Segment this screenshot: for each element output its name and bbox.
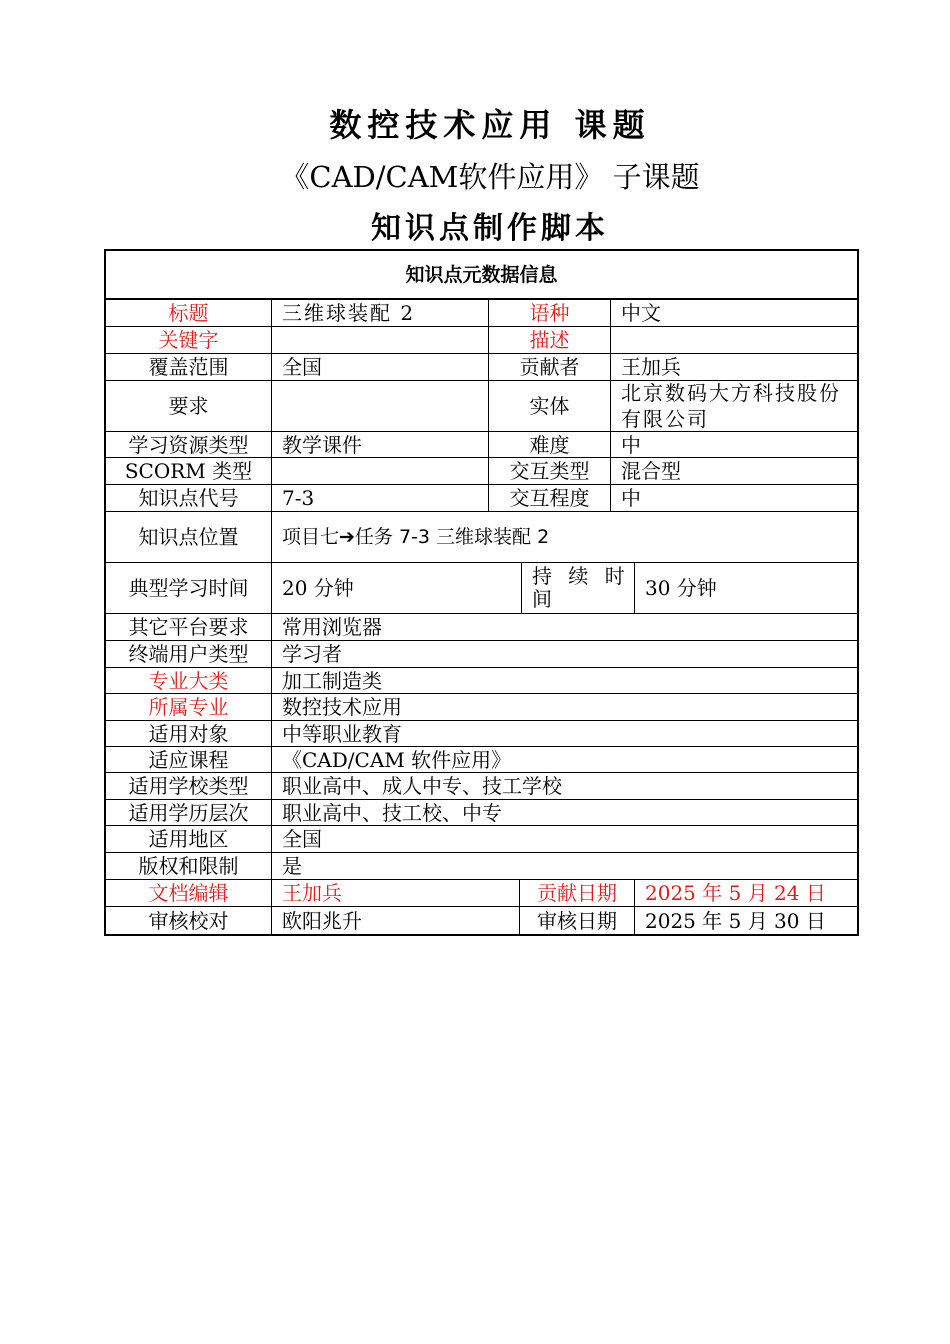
interaction-type-value: 混合型 [621, 459, 681, 483]
typical-time-value: 20 分钟 [282, 576, 354, 600]
end-user-value: 学习者 [282, 642, 342, 666]
course-label: 适应课程 [148, 747, 229, 772]
requirement-value [272, 381, 488, 431]
description-label: 描述 [529, 328, 570, 352]
major-value: 数控技术应用 [282, 695, 402, 719]
title-label: 标题 [168, 301, 209, 325]
duration-value: 30 分钟 [645, 576, 717, 600]
difficulty-label: 难度 [529, 432, 570, 457]
region-label: 适用地区 [148, 827, 229, 851]
contribution-date-label: 贡献日期 [537, 881, 617, 905]
target-audience-value: 中等职业教育 [282, 721, 402, 746]
platform-value: 常用浏览器 [282, 615, 382, 639]
reviewer-value: 欧阳兆升 [282, 908, 362, 933]
course-value: 《CAD/CAM 软件应用》 [282, 747, 512, 772]
requirement-label: 要求 [168, 394, 209, 418]
copyright-value: 是 [282, 854, 302, 878]
editor-label: 文档编辑 [148, 881, 229, 905]
entity-value: 北京数码大方科技股份有限公司 [621, 381, 841, 431]
document-title: 数控技术应用 课题 [329, 106, 651, 144]
resource-type-value: 教学课件 [282, 432, 362, 457]
copyright-label: 版权和限制 [138, 854, 239, 878]
school-type-value: 职业高中、成人中专、技工学校 [282, 774, 562, 798]
scorm-type-value [272, 458, 488, 484]
major-label: 所属专业 [148, 695, 229, 719]
description-value [611, 327, 857, 353]
review-date-value: 2025 年 5 月 30 日 [645, 908, 826, 933]
language-label: 语种 [529, 301, 570, 325]
typical-time-label: 典型学习时间 [128, 576, 249, 600]
major-category-value: 加工制造类 [282, 668, 382, 693]
reviewer-label: 审核校对 [148, 908, 229, 933]
title-value: 三维球装配 2 [282, 301, 416, 325]
keyword-value [272, 327, 488, 353]
contribution-date-value: 2025 年 5 月 24 日 [645, 881, 826, 905]
knowledge-code-label: 知识点代号 [138, 486, 239, 510]
document-heading: 知识点制作脚本 [371, 211, 609, 246]
major-category-label: 专业大类 [148, 668, 229, 693]
coverage-label: 覆盖范围 [148, 355, 229, 379]
difficulty-value: 中 [621, 432, 641, 457]
entity-label: 实体 [529, 394, 570, 418]
end-user-label: 终端用户类型 [128, 642, 249, 666]
interaction-level-value: 中 [621, 486, 641, 510]
education-level-value: 职业高中、技工校、中专 [282, 800, 502, 825]
knowledge-code-value: 7-3 [282, 486, 315, 510]
knowledge-position-value: 项目七➔任务 7-3 三维球装配 2 [282, 526, 550, 548]
platform-label: 其它平台要求 [128, 615, 249, 639]
editor-value: 王加兵 [282, 881, 342, 905]
table-header: 知识点元数据信息 [405, 263, 558, 286]
document-subtitle: 《CAD/CAM软件应用》 子课题 [280, 160, 700, 194]
education-level-label: 适用学历层次 [128, 800, 249, 825]
knowledge-position-label: 知识点位置 [138, 525, 239, 549]
target-audience-label: 适用对象 [148, 721, 229, 746]
duration-label: 持 续 时 间 [532, 564, 630, 611]
resource-type-label: 学习资源类型 [128, 432, 249, 457]
metadata-table [104, 249, 859, 936]
school-type-label: 适用学校类型 [128, 774, 249, 798]
interaction-level-label: 交互程度 [509, 486, 590, 510]
scorm-type-label: SCORM 类型 [124, 459, 253, 483]
language-value: 中文 [621, 301, 661, 325]
contributor-value: 王加兵 [621, 355, 681, 379]
coverage-value: 全国 [282, 355, 322, 379]
contributor-label: 贡献者 [519, 355, 580, 379]
region-value: 全国 [282, 827, 322, 851]
interaction-type-label: 交互类型 [509, 459, 590, 483]
keyword-label: 关键字 [158, 328, 219, 352]
review-date-label: 审核日期 [537, 908, 617, 933]
